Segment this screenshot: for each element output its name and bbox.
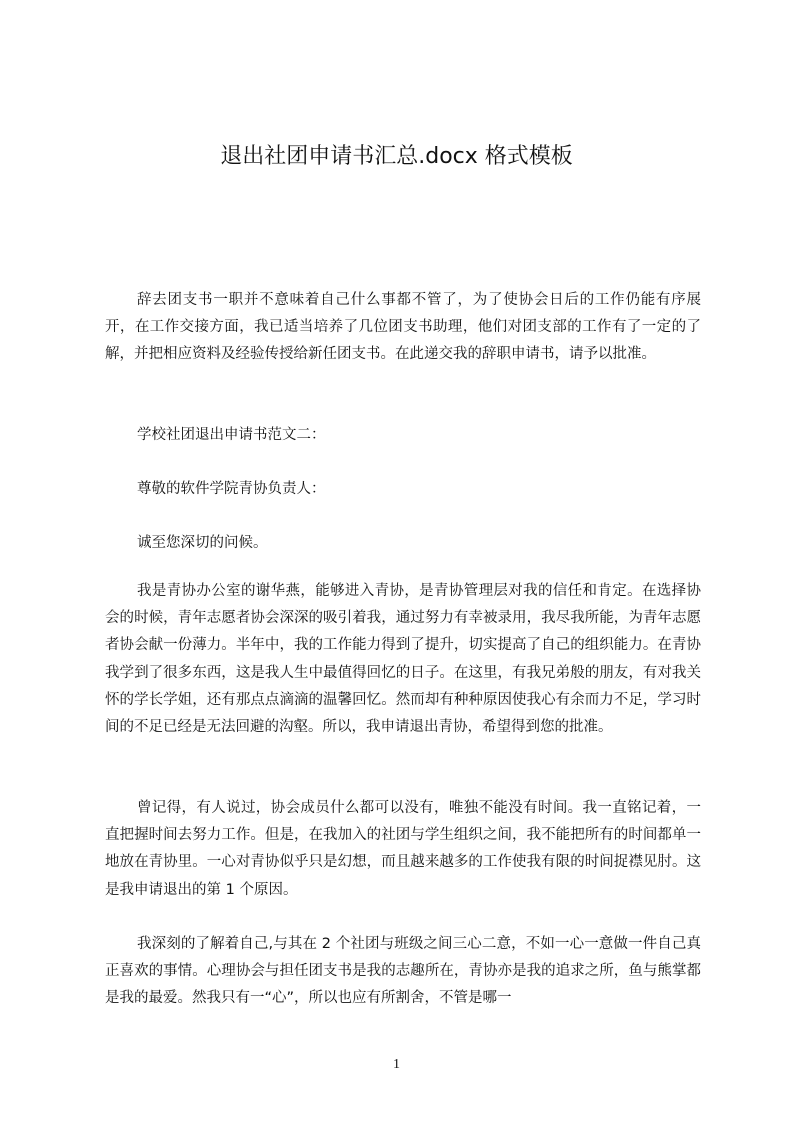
paragraph-reason-two: 我深刻的了解着自己,与其在 2 个社团与班级之间三心二意，不如一心一意做一件自己真正喜欢的事情。心理协会与担任团支书是我的志趣所在，青协亦是我的追求之所，鱼与熊掌都是我的最爱。然我只有一“心”，所以也应有所割舍，不管是哪一	[105, 936, 701, 1007]
paragraph-resignation-handover: 辞去团支书一职并不意味着自己什么事都不管了，为了使协会日后的工作仍能有序展开，在工作交接方面，我已适当培养了几位团支书助理，他们对团支部的工作有了一定的了解，并把相应资料及经验传授给新任团支书。在此递交我的辞职申请书，请予以批准。	[105, 292, 701, 363]
paragraph-salutation: 尊敬的软件学院青协负责人：	[137, 481, 326, 497]
page-number: 1	[393, 1057, 400, 1072]
document-title: 退出社团申请书汇总.docx 格式模板	[220, 144, 573, 169]
paragraph-greeting: 诚至您深切的问候。	[137, 535, 268, 551]
paragraph-sample-heading: 学校社团退出申请书范文二：	[137, 427, 326, 443]
paragraph-introduction: 我是青协办公室的谢华燕，能够进入青协，是青协管理层对我的信任和肯定。在选择协会的时候，青年志愿者协会深深的吸引着我，通过努力有幸被录用，我尽我所能，为青年志愿者协会献一份薄力。半年中，我的工作能力得到了提升，切实提高了自己的组织能力。在青协我学到了很多东西，这是我人生中最值得回忆的日子。在这里，有我兄弟般的朋友，有对我关怀的学长学姐，还有那点点滴滴的温馨回忆。然而却有种种原因使我心有余而力不足，学习时间的不足已经是无法回避的沟壑。所以，我申请退出青协，希望得到您的批准。	[105, 583, 701, 736]
paragraph-reason-one: 曾记得，有人说过，协会成员什么都可以没有，唯独不能没有时间。我一直铭记着，一直把握时间去努力工作。但是，在我加入的社团与学生组织之间，我不能把所有的时间都单一地放在青协里。一心对青协似乎只是幻想，而且越来越多的工作使我有限的时间捉襟见肘。这是我申请退出的第 1 个原因。	[105, 800, 701, 898]
